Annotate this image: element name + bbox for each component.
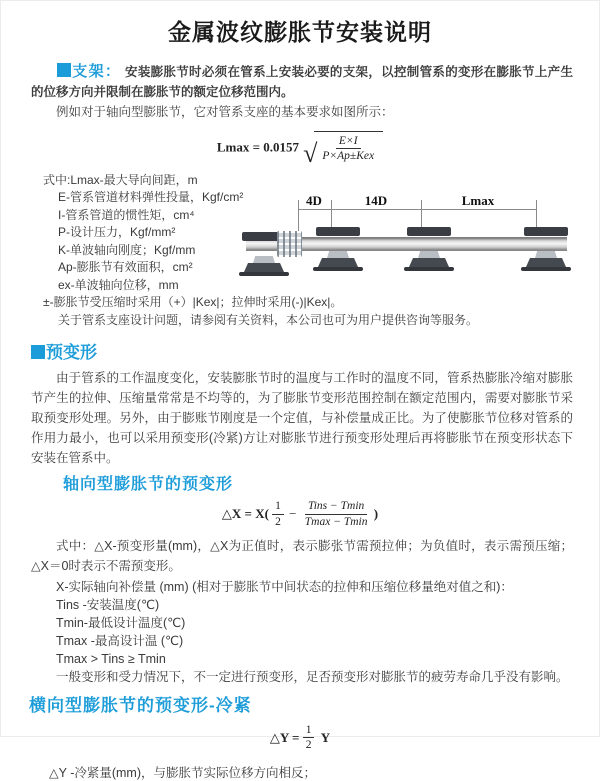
definition-line: P-设计压力，Kgf/mm² — [58, 225, 176, 240]
dimension-line — [298, 209, 536, 210]
pipe-support — [401, 227, 457, 279]
bellows-icon — [277, 231, 302, 257]
pipe-support — [518, 227, 574, 279]
formula-rhs: Y — [320, 729, 331, 745]
minus-sign: − — [289, 506, 297, 522]
cold-tighten-formula — [1, 723, 599, 753]
variable-line: Tmax -最高设计温 (℃) — [56, 634, 184, 648]
definition-line: K-单波轴向刚度；Kgf/mm — [58, 242, 196, 257]
formula-lhs: Lmax = 0.0157 — [216, 139, 300, 155]
pre-deform-paragraph: 由于管系的工作温度变化，安装膨胀节时的温度与工作时的温度不同，管系热膨胀冷缩对膨胀节产生的拉伸、压缩量常常是不均等的，为了膨胀节变形范围控制在额定范围内，需要对膨胀节采取预变形处理。另外，由于膨账节刚度是一个定值，与补偿量成正比。为了使膨胀节位移对管系的作用力最小，也可以采用预变形(冷紧)方让对膨胀节进行预变形处理后再将膨胀节在预变形状态下安装在管系中。 — [31, 371, 573, 466]
definition-line: E-管系管道材料弹性投量，Kgf/cm² — [58, 190, 244, 205]
axial-explain-paragraph: 式中：△X-预变形量(mm)，△X为正值时，表示膨张节需预拉伸；为负值时，表示需预压缩；△X＝0时表示不需预变形。 — [31, 539, 573, 573]
definition-line: ±-膨胀节受压缩时采用（+）|Kex|；拉伸时采用(-)|Kex|。 — [43, 295, 343, 310]
temperature-fraction: $\frac{\text{Tins − Tmin}}{Tmax - Tmin}$ — [304, 500, 368, 528]
support-heading: 支架： — [72, 63, 122, 80]
formula-lhs: △Y = — [269, 729, 300, 745]
lateral-note-line: △Y -冷紧量(mm)，与膨胀节实际位移方向相反； — [49, 765, 317, 780]
variable-line: Tins -安装温度(℃) — [56, 598, 160, 612]
half-fraction: $\frac{1}{2}$ — [303, 723, 315, 753]
half-fraction: $\frac{1}{2}$ — [272, 499, 284, 529]
pipe-support — [310, 227, 366, 279]
axial-note-line: 一般变形和受力情况下，不一定进行预变形，足否预变形对膨胀节的疲劳寿命几乎没有影响。 — [56, 670, 569, 684]
dimension-label: 4D — [303, 193, 325, 209]
definition-line: 式中:Lmax-最大导向间距，m — [43, 172, 198, 187]
variable-line: X-实际轴向补偿量 (mm) (相对于膨胀节中间状态的拉伸和压缩位移量绝对值之和)： — [56, 580, 513, 594]
formula-numerator: E×I — [336, 134, 361, 149]
dimension-label: 14D — [362, 193, 390, 209]
formula-denominator: P×Ap±Kex — [322, 150, 375, 163]
axial-heading: 轴向型膨胀节的预变形 — [63, 476, 234, 494]
lmax-formula — [1, 131, 599, 169]
service-note-line: 关于管系支座设计问题，请参阅有关资料，本公司也可为用户提供咨询等服务。 — [58, 312, 479, 327]
dimension-label: Lmax — [459, 193, 498, 209]
definition-line: Ap-膨胀节有效面积，cm² — [58, 260, 193, 275]
square-root — [303, 131, 383, 169]
definition-line: ex-单波轴向位移，mm — [58, 277, 179, 292]
blue-square-icon — [57, 63, 71, 77]
page-title: 金属波纹膨胀节安装说明 — [168, 19, 432, 45]
support-example-line: 例如对于轴向型膨胀节，它对管系支座的基本要求如图所示： — [56, 105, 394, 119]
axial-variable-list — [56, 578, 599, 668]
support-body-text: 安装膨胀节时必须在管系上安装必要的支架，以控制管系的变形在膨胀节上产生的位移方向并限制在膨胀节的额定位移范围内。 — [31, 65, 573, 99]
pre-deform-heading: 预变形 — [31, 338, 599, 363]
support-paragraph — [31, 62, 573, 102]
dimension-tick — [298, 200, 299, 231]
axial-preform-formula — [1, 499, 599, 529]
close-paren: ) — [373, 506, 379, 522]
lateral-heading: 横向型膨胀节的预变形-冷紧 — [29, 696, 252, 715]
variable-line: Tmin-最低设计温度(℃) — [56, 616, 186, 630]
blue-square-icon — [31, 345, 45, 359]
pipe-support-diagram — [244, 193, 574, 293]
radical-sign: √ — [303, 139, 318, 169]
definition-line: I-管系管道的惯性矩，cm⁴ — [58, 207, 195, 222]
variable-line: Tmax > Tins ≥ Tmin — [56, 652, 166, 666]
formula-lhs: △X = X( — [221, 506, 269, 522]
